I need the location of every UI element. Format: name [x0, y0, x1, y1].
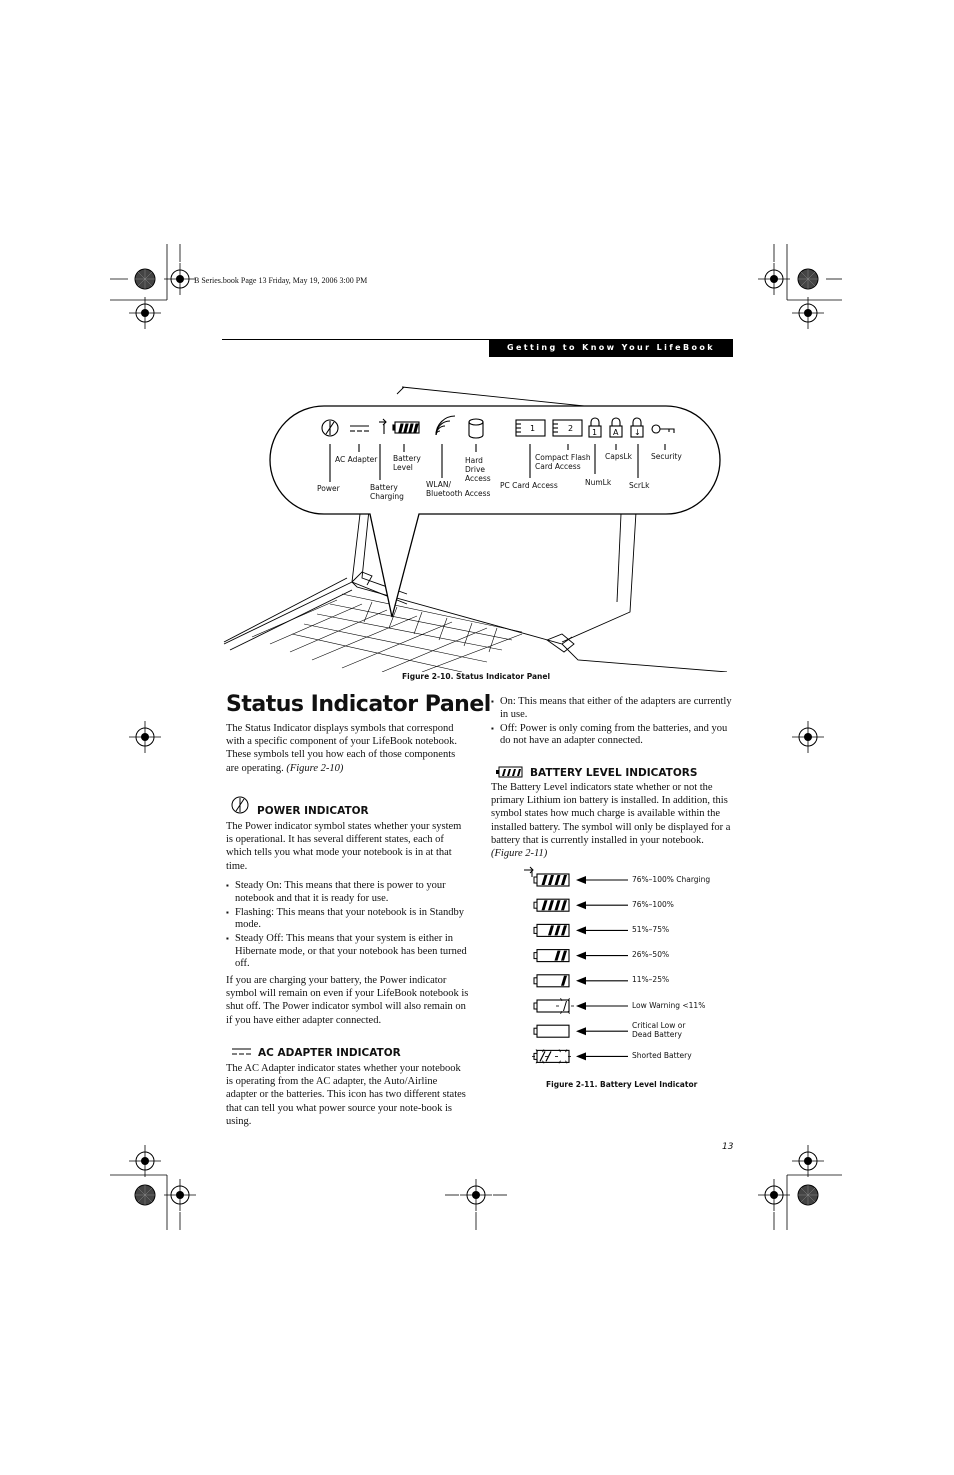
list-item: ▪ Off: Power is only coming from the batteries, and you do not have an adapter connected.: [491, 723, 733, 748]
battery-terminal: [534, 1028, 537, 1034]
battery-terminal: [534, 927, 537, 933]
battery-outline: [537, 1025, 569, 1037]
label-battery-charging: Battery Charging: [370, 483, 404, 501]
label-power: Power: [317, 484, 340, 493]
battery-level-row: [534, 924, 628, 936]
list-item: ▪ Flashing: This means that your notebook is in Standby mode.: [226, 907, 470, 932]
battery-level-figure: [520, 866, 630, 1076]
label-compact-flash: Compact Flash Card Access: [535, 453, 591, 471]
ac-adapter-paragraph: The AC Adapter indicator states whether your notebook is operating from the AC adapter, the Auto/Airline adapter or the batteries. This icon has two different states that can tell you what power source your note-book is using.: [226, 1063, 466, 1127]
label-battery-level: Battery Level: [393, 454, 421, 472]
battery-level-row: [524, 867, 628, 886]
label-scrlk: ScrLk: [629, 481, 650, 490]
page-title: Status Indicator Panel: [226, 692, 491, 717]
capslk-letter: A: [613, 428, 619, 437]
battery-level-row: [534, 1025, 628, 1037]
battery-level-row: [534, 899, 628, 911]
ac-adapter-heading: AC ADAPTER INDICATOR: [258, 1047, 401, 1059]
ac-adapter-icon: [231, 1047, 253, 1057]
battery-level-row: [534, 950, 628, 962]
battery-terminal: [534, 877, 537, 883]
list-item: ▪ Steady Off: This means that your system is either in Hibernate mode, or that your notebook has been turned off.: [226, 933, 470, 971]
battery-terminal: [534, 1003, 537, 1009]
pointer-arrowhead: [576, 952, 586, 960]
battery-text: The Battery Level indicators state whether or not the primary Lithium ion battery is installed. In addition, this symbol states how much charge is available within the installed battery. The symbol will only be displayed for a battery that is currently installed in your notebook.: [491, 782, 731, 846]
battery-terminal: [534, 978, 537, 984]
battery-level-label: 76%–100% Charging: [632, 874, 711, 884]
battery-level-icon: [496, 766, 524, 778]
battery-level-heading: BATTERY LEVEL INDICATORS: [530, 767, 698, 779]
battery-outline: [537, 1050, 569, 1062]
pointer-arrowhead: [576, 926, 586, 934]
battery-terminal: [534, 902, 537, 908]
power-icon: [230, 795, 252, 815]
label-pc-card: PC Card Access: [500, 481, 558, 490]
label-numlk: NumLk: [585, 478, 612, 487]
running-header: Getting to Know Your LifeBook: [489, 339, 733, 357]
intro-text: The Status Indicator displays symbols that correspond with a specific component of your LifeBook notebook. These symbols tell you how each of those components are operating.: [226, 723, 457, 774]
pointer-arrowhead: [576, 1027, 586, 1035]
pointer-arrowhead: [576, 1052, 586, 1060]
battery-level-row: [532, 1049, 628, 1063]
battery-level-label: 76%–100%: [632, 899, 674, 909]
battery-level-label: Critical Low or Dead Battery: [632, 1021, 686, 1040]
status-indicator-panel-figure: [222, 382, 732, 672]
label-security: Security: [651, 452, 682, 461]
battery-paragraph: [491, 781, 735, 860]
label-wlan: WLAN/ Bluetooth Access: [426, 480, 491, 498]
battery-level-label: 51%–75%: [632, 924, 670, 934]
callout-balloon: [270, 406, 720, 617]
power-indicator-heading: POWER INDICATOR: [257, 805, 369, 817]
label-ac-adapter: AC Adapter: [335, 455, 378, 464]
battery-level-row: [534, 975, 628, 987]
list-item: ▪ On: This means that either of the adapters are currently in use.: [491, 696, 733, 721]
battery-level-label: 11%–25%: [632, 975, 670, 985]
power-bullets: [226, 880, 470, 972]
battery-level-label: Shorted Battery: [632, 1050, 692, 1060]
scrlk-letter: ↓: [634, 428, 641, 437]
figure-2-10-caption: Figure 2-10. Status Indicator Panel: [402, 672, 551, 681]
intro-paragraph: [226, 722, 470, 775]
list-item: ▪ Steady On: This means that there is power to your notebook and that it is ready for use.: [226, 880, 470, 905]
battery-level-label: Low Warning <11%: [632, 1000, 706, 1010]
battery-level-label: 26%–50%: [632, 950, 670, 960]
power-paragraph-2: If you are charging your battery, the Power indicator symbol will remain on even if your LifeBook notebook is shut off. The Power indicator symbol will also remain on if you have either adapter connected.: [226, 975, 469, 1026]
intro-figure-ref: (Figure 2-10): [286, 762, 344, 774]
pointer-arrowhead: [576, 876, 586, 884]
compact-flash-slot-number: 2: [568, 424, 574, 433]
figure-2-11-caption: Figure 2-11. Battery Level Indicator: [546, 1080, 698, 1089]
ac-bullets: [491, 696, 733, 749]
pointer-arrowhead: [576, 901, 586, 909]
pointer-arrowhead: [576, 1002, 586, 1010]
label-capslk: CapsLk: [605, 452, 633, 461]
keyboard-keys: [252, 594, 522, 672]
pointer-arrowhead: [576, 977, 586, 985]
label-hard-drive: Hard Drive Access: [465, 456, 491, 483]
book-slug-line: B Series.book Page 13 Friday, May 19, 2006 3:00 PM: [194, 276, 368, 285]
numlk-letter: 1: [592, 428, 598, 437]
battery-figure-ref: (Figure 2-11): [491, 848, 548, 860]
page-number: 13: [722, 1142, 734, 1152]
pc-card-slot-number: 1: [530, 424, 536, 433]
battery-level-row: [534, 998, 628, 1014]
battery-terminal: [534, 953, 537, 959]
power-paragraph: The Power indicator symbol states whether your system is operational. It has several different states, each of which tells you what mode your notebook is in at that time.: [226, 821, 462, 872]
